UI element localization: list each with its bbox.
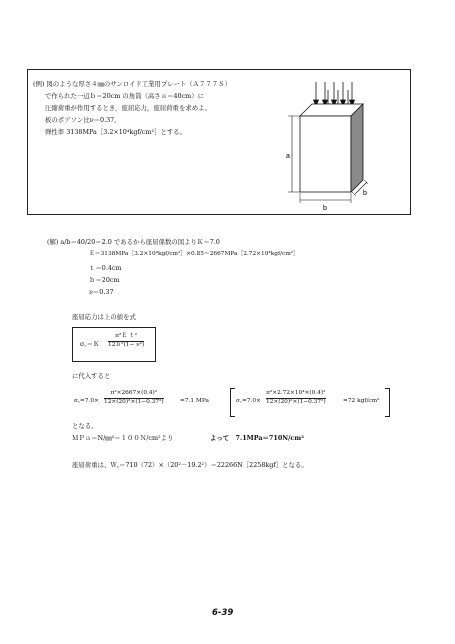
formula-numerator: π²Ｅ ｔ² [115,333,138,339]
calc-kgf-lhs: σ꜀=7.0× [236,398,261,404]
right-bracket [385,388,390,417]
problem-line-4: 板のポアソン比ν＝0.37, [45,116,117,124]
solution-line-6: 座屈応力は上の値を式 [72,313,136,321]
solution-line-4: ｂ＝20cm [89,276,120,284]
calc-kgf-denominator: 12×(20)²×(1−0.37²) [266,399,326,405]
solution-line-9: ＭＰａ＝N/㎜²＝１００Ｎ/cm²より [72,434,174,442]
problem-line-3: 圧縮荷重が作用するとき，座屈応力，座屈荷重を求めよ。 [45,104,211,112]
solution-line-7: に代入すると [72,372,111,380]
problem-line-5: 弾性率 3138MPa［3.2×10⁴kgf/cm²］とする。 [45,128,187,136]
column-figure [270,80,380,212]
problem-line-2: で作られた一辺ｂ＝20cm の角筒（高さａ＝40cm）に [45,92,204,100]
problem-line-1: (例) 図のような厚さ４㎜のサンロイド工業用プレート（Ａ７７７Ｓ） [33,80,231,88]
label-a: a [286,153,290,160]
label-b-side: b [363,190,367,197]
calc-kgf-fraction [266,390,326,406]
calc-kgf-numerator: π²×2.72×10⁴×(0.4)² [266,390,326,396]
formula-fraction [108,333,144,349]
formula-lhs: σ꜀＝Ｋ [80,340,100,348]
solution-line-1: (解) a/b＝40/20＝2.0 であるから座屈係数の図よりＫ＝7.0 [47,238,220,246]
formula-denominator: 12ｂ²(1− ν²) [108,342,145,348]
left-bracket [230,388,235,417]
solution-line-8: となる。 [72,422,98,430]
calc-mpa-result: =7.1 MPa [180,398,209,404]
page-number: 6-39 [212,608,234,618]
solution-line-5: ν＝0.37 [89,288,114,296]
solution-line-2: Ｅ＝3138MPa［3.2×10⁴kgf/cm²］×0.85＝2667MPa［2.72×10⁴kgf/cm²］ [89,251,299,257]
solution-line-9b: よって 7.1MPa＝710N/cm² [210,434,304,442]
calc-mpa-fraction [104,390,164,406]
solution-line-10: 座屈荷重は、Ｗ꜀＝710（72）×（20²－19.2²）＝22266N［2258kgf］となる。 [72,461,308,469]
calc-mpa-denominator: 12×(20)²×(1−0.37²) [104,399,164,405]
calc-kgf-result: =72 kgf/cm² [343,398,380,404]
calc-mpa-numerator: π²×2667×(0.4)² [110,390,158,396]
calc-mpa-lhs: σ꜀=7.0× [74,398,99,404]
solution-line-3: ｔ＝0.4cm [89,264,122,272]
label-b-front: b [323,205,327,212]
